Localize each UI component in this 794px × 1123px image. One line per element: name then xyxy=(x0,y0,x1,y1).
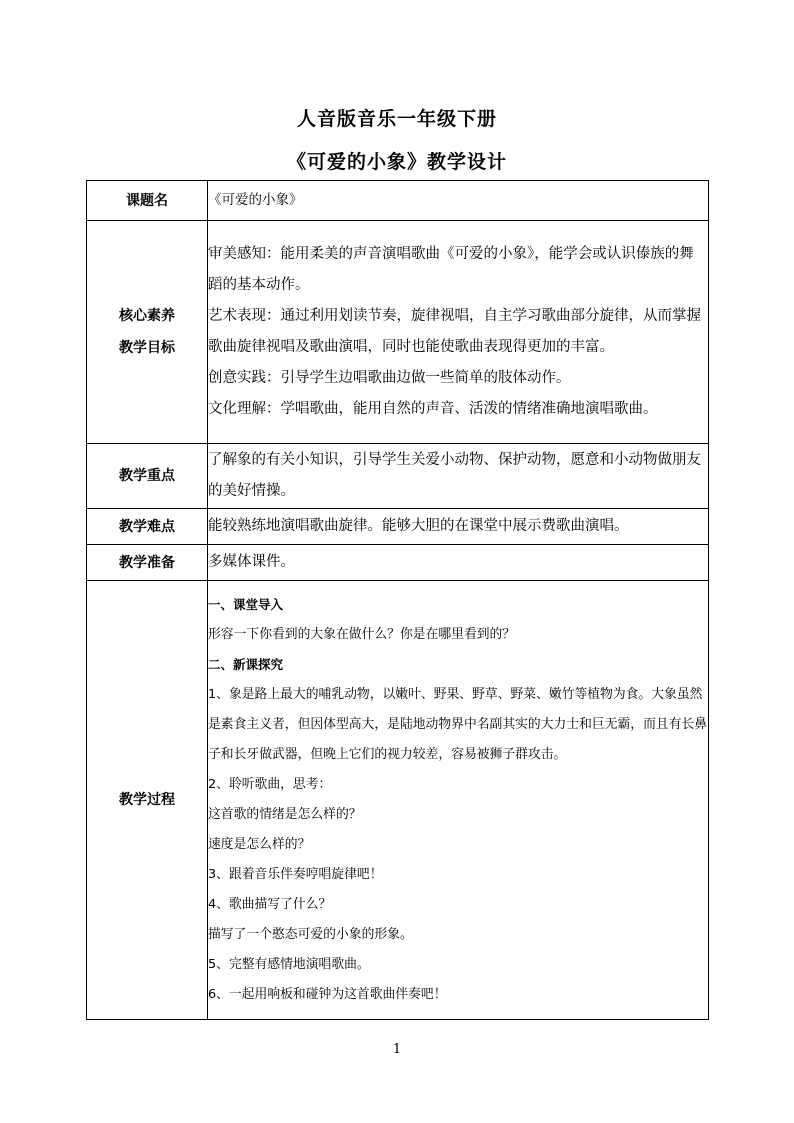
difficulty-value: 能较熟练地演唱歌曲旋律。能够大胆的在课堂中展示费歌曲演唱。 xyxy=(208,509,709,545)
process-item: 5、完整有感情地演唱歌曲。 xyxy=(208,957,370,972)
goal-aesthetic: 审美感知：能用柔美的声音演唱歌曲《可爱的小象》，能学会或认识傣族的舞蹈的基本动作。 xyxy=(208,246,694,293)
key-points-label: 教学重点 xyxy=(87,444,208,509)
process-item: 描写了一个憨态可爱的小象的形象。 xyxy=(208,927,413,942)
process-item: 1、象是路上最大的哺乳动物，以嫩叶、野果、野草、野菜、嫩竹等植物为食。大象虽然是素食主义者，但因体型高大，是陆地动物界中名副其实的大力士和巨无霸，而且有长鼻子和长牙做武器，但晚上它们的视力较差，容易被狮子群攻击。 xyxy=(208,687,708,762)
process-value xyxy=(208,581,709,1020)
process-item: 这首歌的情绪是怎么样的？ xyxy=(208,807,362,822)
process-item: 形容一下你看到的大象在做什么？你是在哪里看到的？ xyxy=(208,627,516,642)
preparation-value: 多媒体课件。 xyxy=(208,545,709,581)
difficulty-label: 教学难点 xyxy=(87,509,208,545)
goals-label-line-2: 教学目标 xyxy=(119,340,175,356)
process-item: 2、聆听歌曲，思考： xyxy=(208,777,332,792)
table-row-preparation xyxy=(87,545,709,581)
goal-cultural: 文化理解：学唱歌曲，能用自然的声音、活泼的情绪准确地演唱歌曲。 xyxy=(208,401,658,417)
process-item: 6、一起用响板和碰钟为这首歌曲伴奏吧！ xyxy=(208,987,447,1002)
process-section-explore: 二、新课探究 xyxy=(208,657,284,672)
table-row-process xyxy=(87,581,709,1020)
key-points-value: 了解象的有关小知识，引导学生关爱小动物、保护动物，愿意和小动物做朋友的美好情操。 xyxy=(208,444,709,509)
topic-value: 《可爱的小象》 xyxy=(208,181,709,221)
goal-creative: 创意实践：引导学生边唱歌曲边做一些简单的肢体动作。 xyxy=(208,370,571,386)
topic-label: 课题名 xyxy=(87,181,208,221)
table-row-key-points xyxy=(87,444,709,509)
process-item: 3、跟着音乐伴奏哼唱旋律吧！ xyxy=(208,867,383,882)
page-number: 1 xyxy=(392,1042,402,1057)
goals-label-line-1: 核心素养 xyxy=(119,308,175,324)
table-row-goals xyxy=(87,221,709,444)
goals-label xyxy=(87,221,208,444)
goals-value xyxy=(208,221,709,444)
document-subtitle: 《可爱的小象》教学设计 xyxy=(286,151,507,173)
process-item: 速度是怎么样的？ xyxy=(208,837,311,852)
process-section-intro: 一、课堂导入 xyxy=(208,597,284,612)
document-title: 人音版音乐一年级下册 xyxy=(296,108,497,130)
table-row-difficulty xyxy=(87,509,709,545)
table-row-topic xyxy=(87,181,709,221)
process-item: 4、歌曲描写了什么？ xyxy=(208,897,332,912)
lesson-plan-table xyxy=(86,180,709,1020)
goal-artistic: 艺术表现：通过利用划读节奏，旋律视唱，自主学习歌曲部分旋律，从而掌握歌曲旋律视唱及歌曲演唱，同时也能使歌曲表现得更加的丰富。 xyxy=(208,308,701,355)
preparation-label: 教学准备 xyxy=(87,545,208,581)
process-label: 教学过程 xyxy=(87,581,208,1020)
